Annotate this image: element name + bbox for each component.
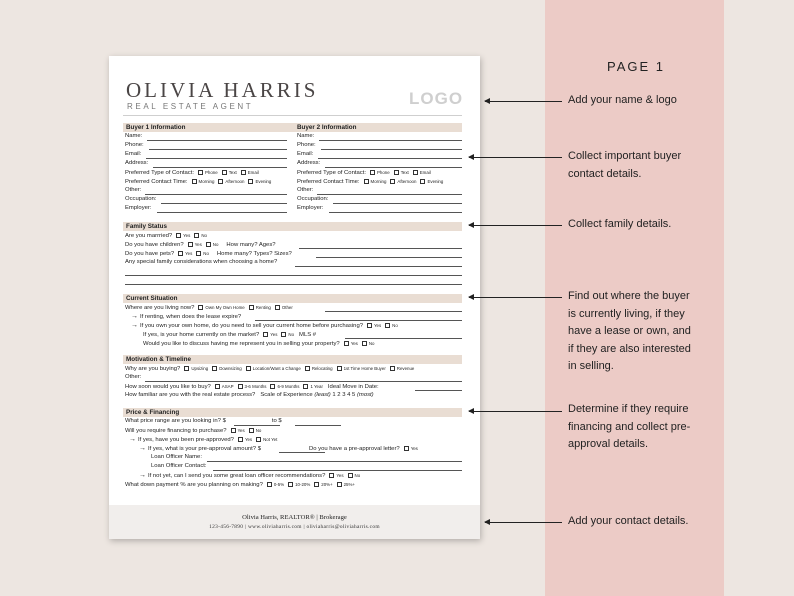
recommend-row: → If not yet, can I send you some great loan officer recommendations? Yes No xyxy=(139,472,361,479)
buyer2-contact-type-row: Preferred Type of Contact: Phone Text Email xyxy=(297,170,431,176)
buyer2-name-field[interactable] xyxy=(319,140,462,141)
current-situation-header: Current Situation xyxy=(123,294,462,303)
loan-officer-contact-label: Loan Officer Contact: xyxy=(151,463,207,469)
annotation-buyer-contact: Collect important buyer contact details. xyxy=(568,150,682,180)
buyer-questionnaire-page xyxy=(109,56,480,539)
footer-contact: 123-456-7890 | www.oliviaharris.com | oliviaharris@oliviaharris.com xyxy=(209,524,380,530)
page-footer xyxy=(109,505,480,539)
represent-yes-checkbox[interactable] xyxy=(344,341,349,346)
special-considerations-line-3[interactable] xyxy=(125,284,462,285)
6-9-months-checkbox[interactable] xyxy=(270,384,275,389)
first-time-buyer-checkbox[interactable] xyxy=(337,366,342,371)
buyer1-occupation-label: Occupation: xyxy=(125,196,157,202)
arrow-left-icon xyxy=(469,297,562,298)
recommend-yes-checkbox[interactable] xyxy=(329,473,334,478)
buyer2-title: Buyer 2 Information xyxy=(297,124,357,131)
asap-checkbox[interactable] xyxy=(215,384,220,389)
buyer2-employer-label: Employer: xyxy=(297,205,324,211)
buyer2-address-label: Address: xyxy=(297,160,321,166)
3-6-months-checkbox[interactable] xyxy=(238,384,243,389)
buyer1-email-label: Email: xyxy=(125,151,142,157)
preapproval-amount-row: → If yes, what is your pre-approval amount? $ Do you have a pre-approval letter? Yes xyxy=(139,445,418,452)
arrow-right-icon: → xyxy=(131,313,138,320)
arrow-left-icon xyxy=(469,225,562,226)
buyer2-afternoon-checkbox[interactable] xyxy=(390,179,395,184)
buyer2-occupation-label: Occupation: xyxy=(297,196,329,202)
buyer2-occupation-field[interactable] xyxy=(333,203,462,204)
price-financing-header: Price & Financing xyxy=(123,408,462,417)
upsizing-checkbox[interactable] xyxy=(184,366,189,371)
loan-officer-name-label: Loan Officer Name: xyxy=(151,454,202,460)
market-row: If yes, is your home currently on the market? Yes No MLS # xyxy=(143,332,317,338)
arrow-left-icon xyxy=(485,101,562,102)
buyer2-text-checkbox[interactable] xyxy=(394,170,399,175)
page-label: PAGE 1 xyxy=(607,59,666,74)
financing-row: Will you require financing to purchase? Yes No xyxy=(125,428,262,434)
market-yes-checkbox[interactable] xyxy=(263,332,268,337)
revenue-checkbox[interactable] xyxy=(390,366,395,371)
buyer2-contact-time-row: Preferred Contact Time: Morning Afternoon Evening xyxy=(297,179,444,185)
buyer2-address-field[interactable] xyxy=(325,167,462,168)
annotation-financing: Determine if they require financing and collect pre- approval details. xyxy=(568,403,691,450)
buyer2-email-label: Email: xyxy=(297,151,314,157)
buyer1-occupation-field[interactable] xyxy=(161,203,287,204)
sell-no-checkbox[interactable] xyxy=(385,323,390,328)
buyer1-name-field[interactable] xyxy=(147,140,287,141)
ideal-move-date-field[interactable] xyxy=(415,390,462,391)
buyer1-email-checkbox[interactable] xyxy=(241,170,246,175)
market-no-checkbox[interactable] xyxy=(281,332,286,337)
annotation-family: Collect family details. xyxy=(568,218,672,230)
buyer1-phone-field[interactable] xyxy=(149,149,287,150)
buyer1-employer-field[interactable] xyxy=(157,212,287,213)
pets-types-field[interactable] xyxy=(316,257,462,258)
footer-agent-name: Olivia Harris, REALTOR® | Brokerage xyxy=(242,514,347,521)
buyer1-other-label: Other: xyxy=(125,187,142,193)
preapproved-yes-checkbox[interactable] xyxy=(238,437,243,442)
motivation-other-label: Other: xyxy=(125,374,142,380)
arrow-right-icon: → xyxy=(129,436,136,443)
relocating-checkbox[interactable] xyxy=(305,366,310,371)
buyer1-address-field[interactable] xyxy=(153,167,287,168)
financing-yes-checkbox[interactable] xyxy=(231,428,236,433)
buyer1-phone-checkbox[interactable] xyxy=(198,170,203,175)
lease-row: → If renting, when does the lease expire? xyxy=(131,313,242,320)
motivation-header: Motivation & Timeline xyxy=(123,355,462,364)
buyer1-morning-checkbox[interactable] xyxy=(192,179,197,184)
financing-no-checkbox[interactable] xyxy=(249,428,254,433)
location-change-checkbox[interactable] xyxy=(246,366,251,371)
experience-scale[interactable]: 1 2 3 4 5 xyxy=(332,392,356,398)
annotation-contact-details: Add your contact details. xyxy=(568,515,689,527)
preapproved-not-yet-checkbox[interactable] xyxy=(256,437,261,442)
pets-row: Do you have pets? Yes No Home many? Types? Sizes? xyxy=(125,251,292,257)
arrow-right-icon: → xyxy=(139,472,146,479)
downsizing-checkbox[interactable] xyxy=(212,366,217,371)
children-row: Do you have children? Yes No How many? Ages? xyxy=(125,242,276,248)
price-min-field[interactable] xyxy=(234,425,280,426)
price-max-field[interactable] xyxy=(295,425,341,426)
logo-placeholder: LOGO xyxy=(409,89,464,108)
special-considerations-label: Any special family considerations when choosing a home? xyxy=(125,259,278,265)
buyer1-phone-label: Phone: xyxy=(125,142,144,148)
buyer2-phone-checkbox[interactable] xyxy=(370,170,375,175)
arrow-right-icon: → xyxy=(139,445,146,452)
buyer2-employer-field[interactable] xyxy=(329,212,462,213)
loan-officer-name-field[interactable] xyxy=(207,461,462,462)
buyer1-employer-label: Employer: xyxy=(125,205,152,211)
agent-name: OLIVIA HARRIS xyxy=(126,78,319,102)
married-no-checkbox[interactable] xyxy=(194,233,199,238)
loan-officer-contact-field[interactable] xyxy=(213,470,462,471)
buyer1-email-field[interactable] xyxy=(146,158,287,159)
buyer2-email-field[interactable] xyxy=(318,158,462,159)
sell-row: → If you own your own home, do you need to sell your current home before purchasing? Yes No xyxy=(131,322,398,329)
buyer1-afternoon-checkbox[interactable] xyxy=(218,179,223,184)
special-considerations-line-2[interactable] xyxy=(125,275,462,276)
agent-title: REAL ESTATE AGENT xyxy=(127,102,254,111)
header-divider xyxy=(123,115,462,116)
down-0-5-checkbox[interactable] xyxy=(267,482,272,487)
buyer1-contact-time-row: Preferred Contact Time: Morning Afternoon Evening xyxy=(125,179,272,185)
motivation-other-field[interactable] xyxy=(145,381,462,382)
mls-number-field[interactable] xyxy=(345,338,462,339)
sell-yes-checkbox[interactable] xyxy=(367,323,372,328)
preapproval-amount-field[interactable] xyxy=(279,452,325,453)
down-10-20-checkbox[interactable] xyxy=(288,482,293,487)
arrow-left-icon xyxy=(485,522,562,523)
family-status-header: Family Status xyxy=(123,222,462,231)
buyer2-evening-checkbox[interactable] xyxy=(420,179,425,184)
arrow-right-icon: → xyxy=(131,322,138,329)
timeline-row: How soon would you like to buy? ASAP 3-6 Months 6-9 Months 1 Year Ideal Move in Date: xyxy=(125,384,379,390)
own-home-checkbox[interactable] xyxy=(198,305,203,310)
buyer2-phone-field[interactable] xyxy=(321,149,462,150)
arrow-left-icon xyxy=(469,157,562,158)
represent-row: Would you like to discuss having me represent you in selling your property? Yes No xyxy=(143,341,375,347)
preapproved-row: → If yes, have you been pre-approved? Yes Not Yet xyxy=(129,436,278,443)
why-buying-row: Why are you buying? Upsizing Downsizing Location/Want a Change Relocating 1st Time Home Buyer Revenue xyxy=(125,366,415,372)
represent-no-checkbox[interactable] xyxy=(362,341,367,346)
down-25-plus-checkbox[interactable] xyxy=(337,482,342,487)
arrow-left-icon xyxy=(469,411,562,412)
lease-expire-field[interactable] xyxy=(255,320,462,321)
buyer2-name-label: Name: xyxy=(297,133,315,139)
recommend-no-checkbox[interactable] xyxy=(348,473,353,478)
down-payment-row: What down payment % are you planning on making? 0-5% 10-20% 20%+ 25%+ xyxy=(125,482,355,488)
buyer1-address-label: Address: xyxy=(125,160,149,166)
letter-yes-checkbox[interactable] xyxy=(404,446,409,451)
children-ages-field[interactable] xyxy=(299,248,462,249)
buyer1-contact-type-row: Preferred Type of Contact: Phone Text Email xyxy=(125,170,259,176)
buyer2-email-checkbox[interactable] xyxy=(413,170,418,175)
special-considerations-field[interactable] xyxy=(295,266,462,267)
down-20-plus-checkbox[interactable] xyxy=(314,482,319,487)
renting-checkbox[interactable] xyxy=(249,305,254,310)
buyer-info-header xyxy=(123,123,462,132)
married-yes-checkbox[interactable] xyxy=(176,233,181,238)
annotation-current-situation: Find out where the buyer is currently living, if they have a lease or own, and if they are also interested in selling. xyxy=(568,290,691,372)
price-range-row: What price range are you looking in? $ to $ xyxy=(125,418,282,424)
pets-no-checkbox[interactable] xyxy=(196,251,201,256)
annotation-name-logo: Add your name & logo xyxy=(568,94,677,106)
living-row: Where are you living now? Own My Own Home Renting Other xyxy=(125,305,293,311)
buyer1-other-field[interactable] xyxy=(145,194,287,195)
buyer1-evening-checkbox[interactable] xyxy=(248,179,253,184)
buyer2-phone-label: Phone: xyxy=(297,142,316,148)
buyer1-name-label: Name: xyxy=(125,133,143,139)
buyer2-other-label: Other: xyxy=(297,187,314,193)
buyer2-other-field[interactable] xyxy=(317,194,462,195)
1-year-checkbox[interactable] xyxy=(303,384,308,389)
other-living-checkbox[interactable] xyxy=(275,305,280,310)
buyer1-text-checkbox[interactable] xyxy=(222,170,227,175)
married-row: Are you marrried? Yes No xyxy=(125,233,207,239)
children-yes-checkbox[interactable] xyxy=(188,242,193,247)
pets-yes-checkbox[interactable] xyxy=(178,251,183,256)
buyer2-morning-checkbox[interactable] xyxy=(364,179,369,184)
buyer1-title: Buyer 1 Information xyxy=(126,124,186,131)
living-other-field[interactable] xyxy=(325,311,462,312)
familiarity-row: How familiar are you with the real estate process? Scale of Experience (least) 1 2 3 4 5 (most) xyxy=(125,392,374,398)
children-no-checkbox[interactable] xyxy=(206,242,211,247)
